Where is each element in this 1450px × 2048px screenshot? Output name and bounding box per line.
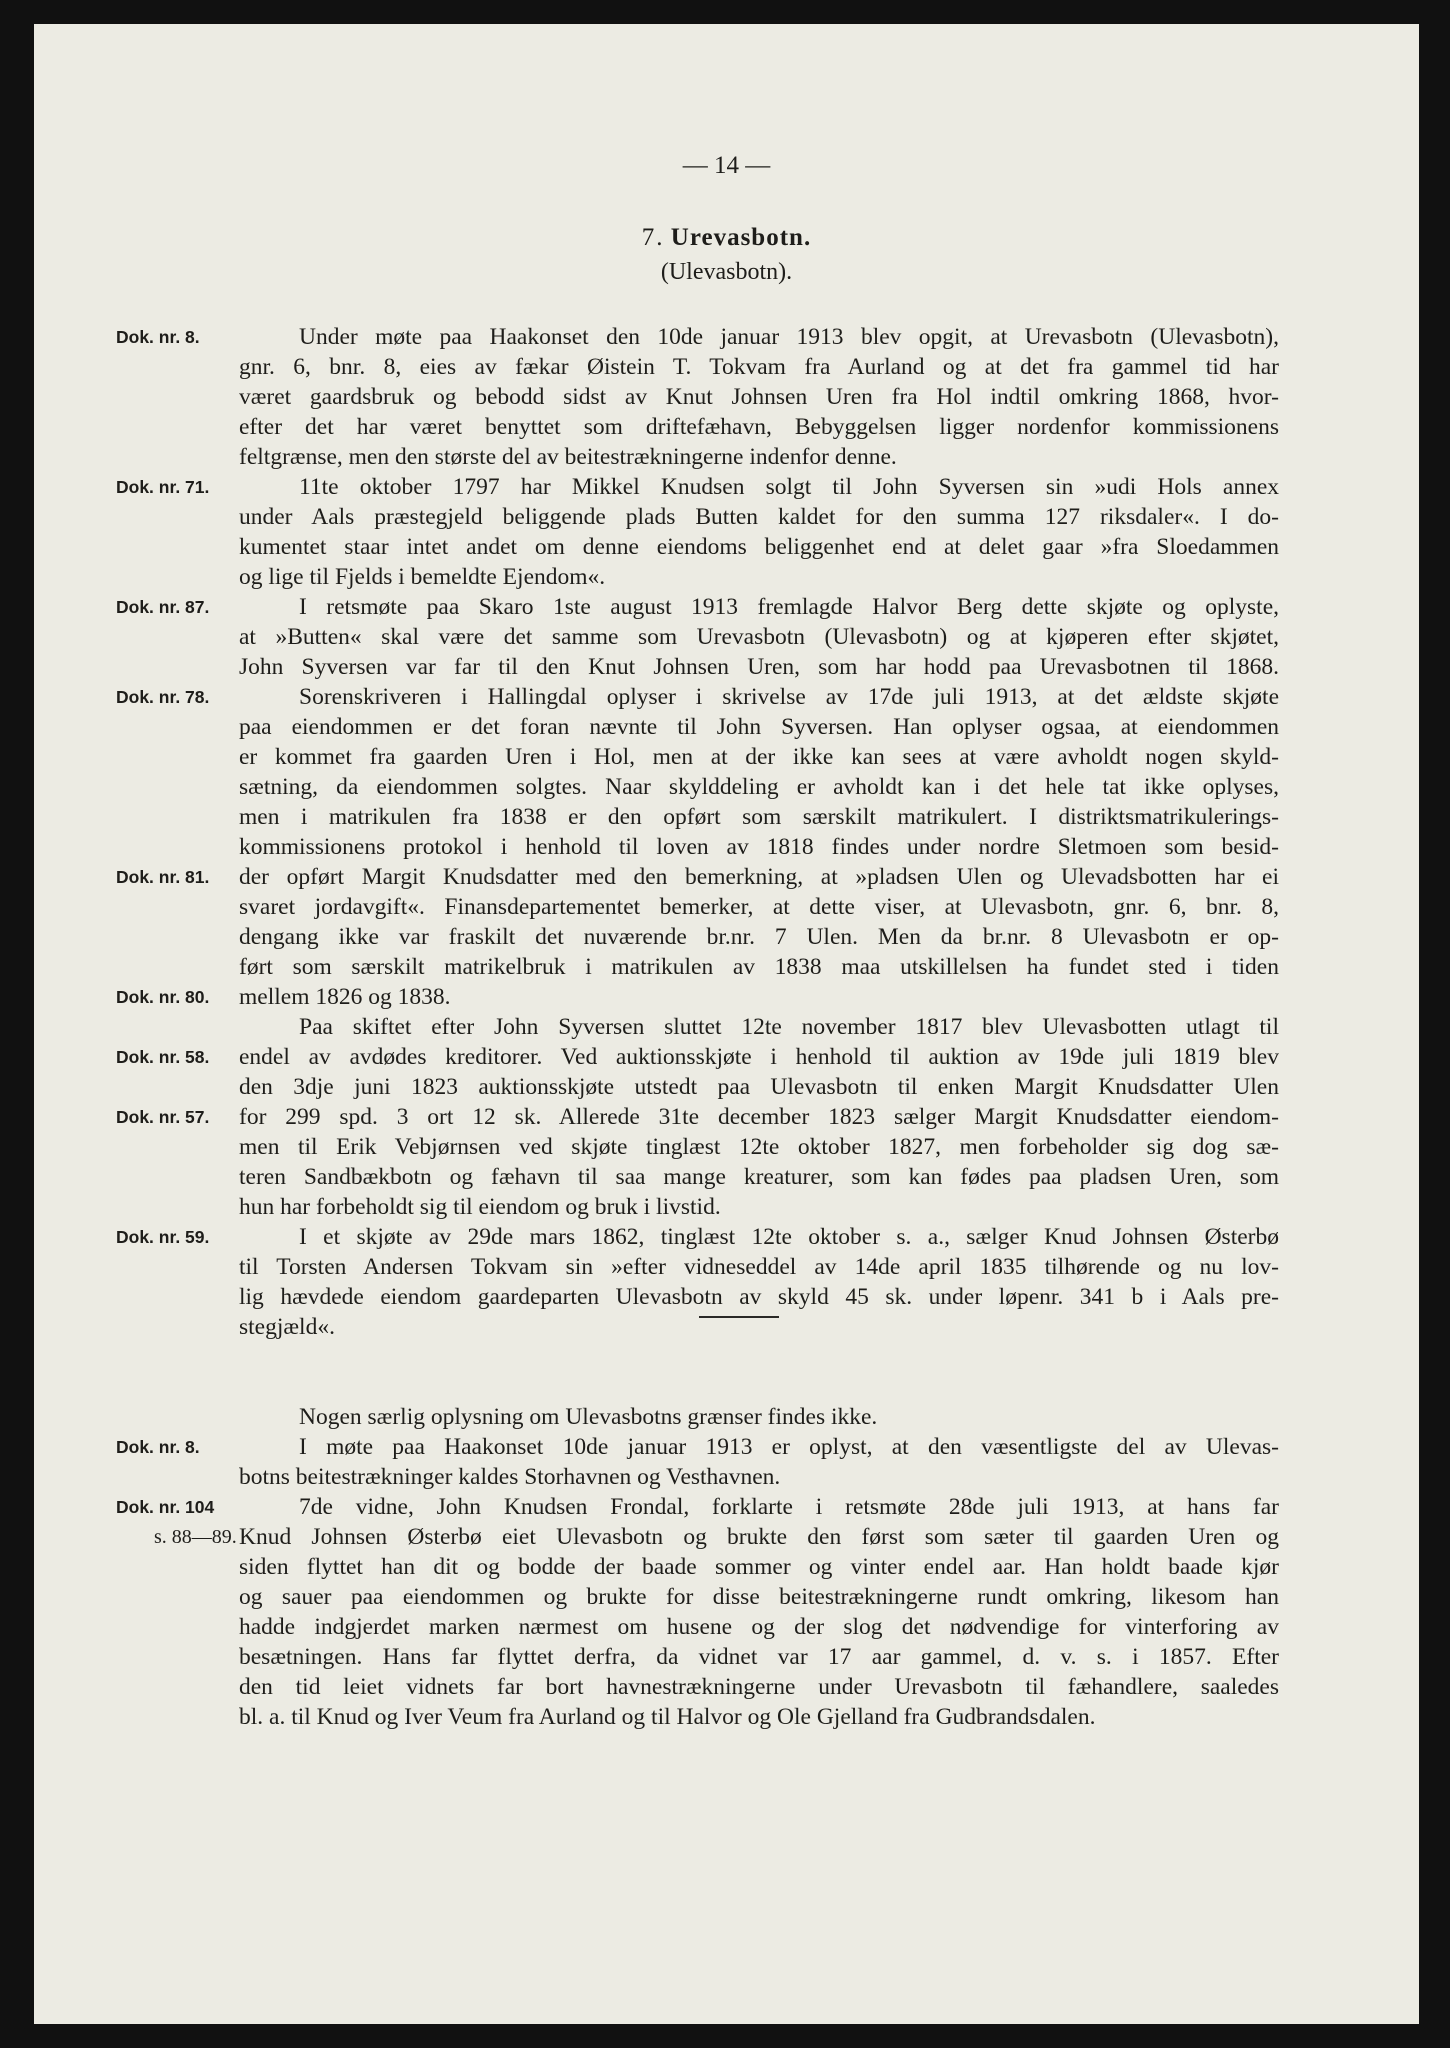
- margin-reference: Dok. nr. 87.: [116, 597, 210, 617]
- text-line: Paa skiftet efter John Syversen sluttet 12te november 1817 blev Ulevasbotten utlagt til: [299, 1014, 1279, 1040]
- margin-reference: Dok. nr. 8.: [116, 1437, 200, 1457]
- text-line: den 3dje juni 1823 auktionsskjøte utstedt paa Ulevasbotn til enken Margit Knudsdatter Ulen: [239, 1074, 1279, 1100]
- text-line: teren Sandbækbotn og fæhavn til saa mange kreaturer, som kan fødes paa pladsen Uren, som: [239, 1164, 1279, 1190]
- text-line: den tid leiet vidnets far bort havnestrækningerne under Urevasbotn til fæhandlere, saaledes: [239, 1674, 1279, 1700]
- text-line: John Syversen var far til den Knut Johnsen Uren, som har hodd paa Urevasbotnen til 1868.: [239, 654, 1279, 680]
- text-line: kommissionens protokol i henhold til loven av 1818 findes under nordre Sletmoen som besid-: [239, 834, 1279, 860]
- text-line: for 299 spd. 3 ort 12 sk. Allerede 31te december 1823 sælger Margit Knudsdatter eiendom-: [239, 1104, 1279, 1130]
- text-line: mellem 1826 og 1838.: [239, 984, 451, 1010]
- text-line: svaret jordavgift«. Finansdepartementet bemerker, at dette viser, at Ulevasbotn, gnr. 6, bnr. 8,: [239, 894, 1279, 920]
- margin-reference: Dok. nr. 59.: [116, 1227, 210, 1247]
- text-line: feltgrænse, men den største del av beitestrækningerne indenfor denne.: [239, 444, 897, 470]
- text-line: men i matrikulen fra 1838 er den opført som særskilt matrikulert. I distriktsmatrikulerings-: [239, 804, 1279, 830]
- text-line: efter det har været benyttet som driftefæhavn, Bebyggelsen ligger nordenfor kommissionens: [239, 414, 1279, 440]
- margin-reference: Dok. nr. 81.: [116, 867, 210, 887]
- text-line: sætning, da eiendommen solgtes. Naar skylddeling er avholdt kan i det hele tat ikke oplyses,: [239, 774, 1279, 800]
- text-line: Knud Johnsen Østerbø eiet Ulevasbotn og brukte den først som sæter til gaarden Uren og: [239, 1524, 1279, 1550]
- text-line: og lige til Fjelds i bemeldte Ejendom«.: [239, 564, 606, 590]
- text-line: at »Butten« skal være det samme som Urevasbotn (Ulevasbotn) og at kjøperen efter skjøtet,: [239, 624, 1279, 650]
- margin-reference: Dok. nr. 78.: [116, 687, 210, 707]
- text-line: siden flyttet han dit og bodde der baade sommer og vinter endel aar. Han holdt baade kjør: [239, 1554, 1279, 1580]
- text-line: Under møte paa Haakonset den 10de januar 1913 blev opgit, at Urevasbotn (Ulevasbotn),: [299, 324, 1279, 350]
- text-line: paa eiendommen er det foran nævnte til John Syversen. Han oplyser ogsaa, at eiendommen: [239, 714, 1279, 740]
- text-line: I møte paa Haakonset 10de januar 1913 er oplyst, at den væsentligste del av Ulevas-: [299, 1434, 1279, 1460]
- section-number: 7.: [641, 224, 665, 251]
- text-line: dengang ikke var fraskilt det nuværende br.nr. 7 Ulen. Men da br.nr. 8 Ulevasbotn er op-: [239, 924, 1279, 950]
- margin-reference: Dok. nr. 58.: [116, 1047, 210, 1067]
- margin-reference: Dok. nr. 8.: [116, 327, 200, 347]
- document-page: [34, 24, 1419, 2024]
- margin-reference: Dok. nr. 57.: [116, 1107, 210, 1127]
- margin-reference: Dok. nr. 104: [116, 1497, 215, 1517]
- text-line: og sauer paa eiendommen og brukte for disse beitestrækningerne rundt omkring, likesom han: [239, 1584, 1279, 1610]
- text-line: til Torsten Andersen Tokvam sin »efter vidneseddel av 14de april 1835 tilhørende og nu lov-: [239, 1254, 1279, 1280]
- text-line: I retsmøte paa Skaro 1ste august 1913 fremlagde Halvor Berg dette skjøte og oplyste,: [299, 594, 1279, 620]
- section-title: Urevasbotn.: [670, 224, 812, 251]
- text-line: gnr. 6, bnr. 8, eies av fækar Øistein T. Tokvam fra Aurland og at det fra gammel tid har: [239, 354, 1279, 380]
- text-line: hadde indgjerdet marken nærmest om husene og der slog det nødvendige for vinterforing av: [239, 1614, 1279, 1640]
- text-line: kumentet staar intet andet om denne eiendoms beliggenhet end at delet gaar »fra Sloedammen: [239, 534, 1279, 560]
- text-line: men til Erik Vebjørnsen ved skjøte tinglæst 12te oktober 1827, men forbeholder sig dog sæ-: [239, 1134, 1279, 1160]
- page-number: — 14 —: [682, 152, 771, 179]
- text-line: er kommet fra gaarden Uren i Hol, men at der ikke kan sees at være avholdt nogen skyld-: [239, 744, 1279, 770]
- margin-reference: s. 88—89.: [154, 1526, 237, 1548]
- text-line: lig hævdede eiendom gaardeparten Ulevasbotn av skyld 45 sk. under løpenr. 341 b i Aals pre-: [239, 1284, 1279, 1310]
- text-line: endel av avdødes kreditorer. Ved auktionsskjøte i henhold til auktion av 19de juli 1819 blev: [239, 1044, 1279, 1070]
- text-line: været gaardsbruk og bebodd sidst av Knut Johnsen Uren fra Hol indtil omkring 1868, hvor-: [239, 384, 1279, 410]
- text-line: Nogen særlig oplysning om Ulevasbotns grænser findes ikke.: [299, 1404, 878, 1430]
- text-line: 7de vidne, John Knudsen Frondal, forklarte i retsmøte 28de juli 1913, at hans far: [299, 1494, 1279, 1520]
- text-line: der opført Margit Knudsdatter med den bemerkning, at »pladsen Ulen og Ulevadsbotten har ei: [239, 864, 1279, 890]
- body-text: [34, 24, 1419, 2024]
- text-line: stegjæld«.: [239, 1314, 335, 1340]
- text-line: bl. a. til Knud og Iver Veum fra Aurland og til Halvor og Ole Gjelland fra Gudbrandsdalen.: [239, 1704, 1096, 1730]
- text-line: ført som særskilt matrikelbruk i matrikulen av 1838 maa utskillelsen ha fundet sted i tiden: [239, 954, 1279, 980]
- text-line: besætningen. Hans far flyttet derfra, da vidnet var 17 aar gammel, d. v. s. i 1857. Efter: [239, 1644, 1279, 1670]
- text-line: Sorenskriveren i Hallingdal oplyser i skrivelse av 17de juli 1913, at det ældste skjøte: [299, 684, 1279, 710]
- margin-reference: Dok. nr. 71.: [116, 477, 210, 497]
- margin-reference: Dok. nr. 80.: [116, 987, 210, 1007]
- text-line: 11te oktober 1797 har Mikkel Knudsen solgt til John Syversen sin »udi Hols annex: [299, 474, 1279, 500]
- text-line: hun har forbeholdt sig til eiendom og bruk i livstid.: [239, 1194, 721, 1220]
- section-subtitle: (Ulevasbotn).: [660, 259, 793, 285]
- text-line: I et skjøte av 29de mars 1862, tinglæst 12te oktober s. a., sælger Knud Johnsen Østerbø: [299, 1224, 1279, 1250]
- text-line: under Aals præstegjeld beliggende plads Butten kaldet for den summa 127 riksdaler«. I do-: [239, 504, 1279, 530]
- text-line: botns beitestrækninger kaldes Storhavnen og Vesthavnen.: [239, 1464, 781, 1490]
